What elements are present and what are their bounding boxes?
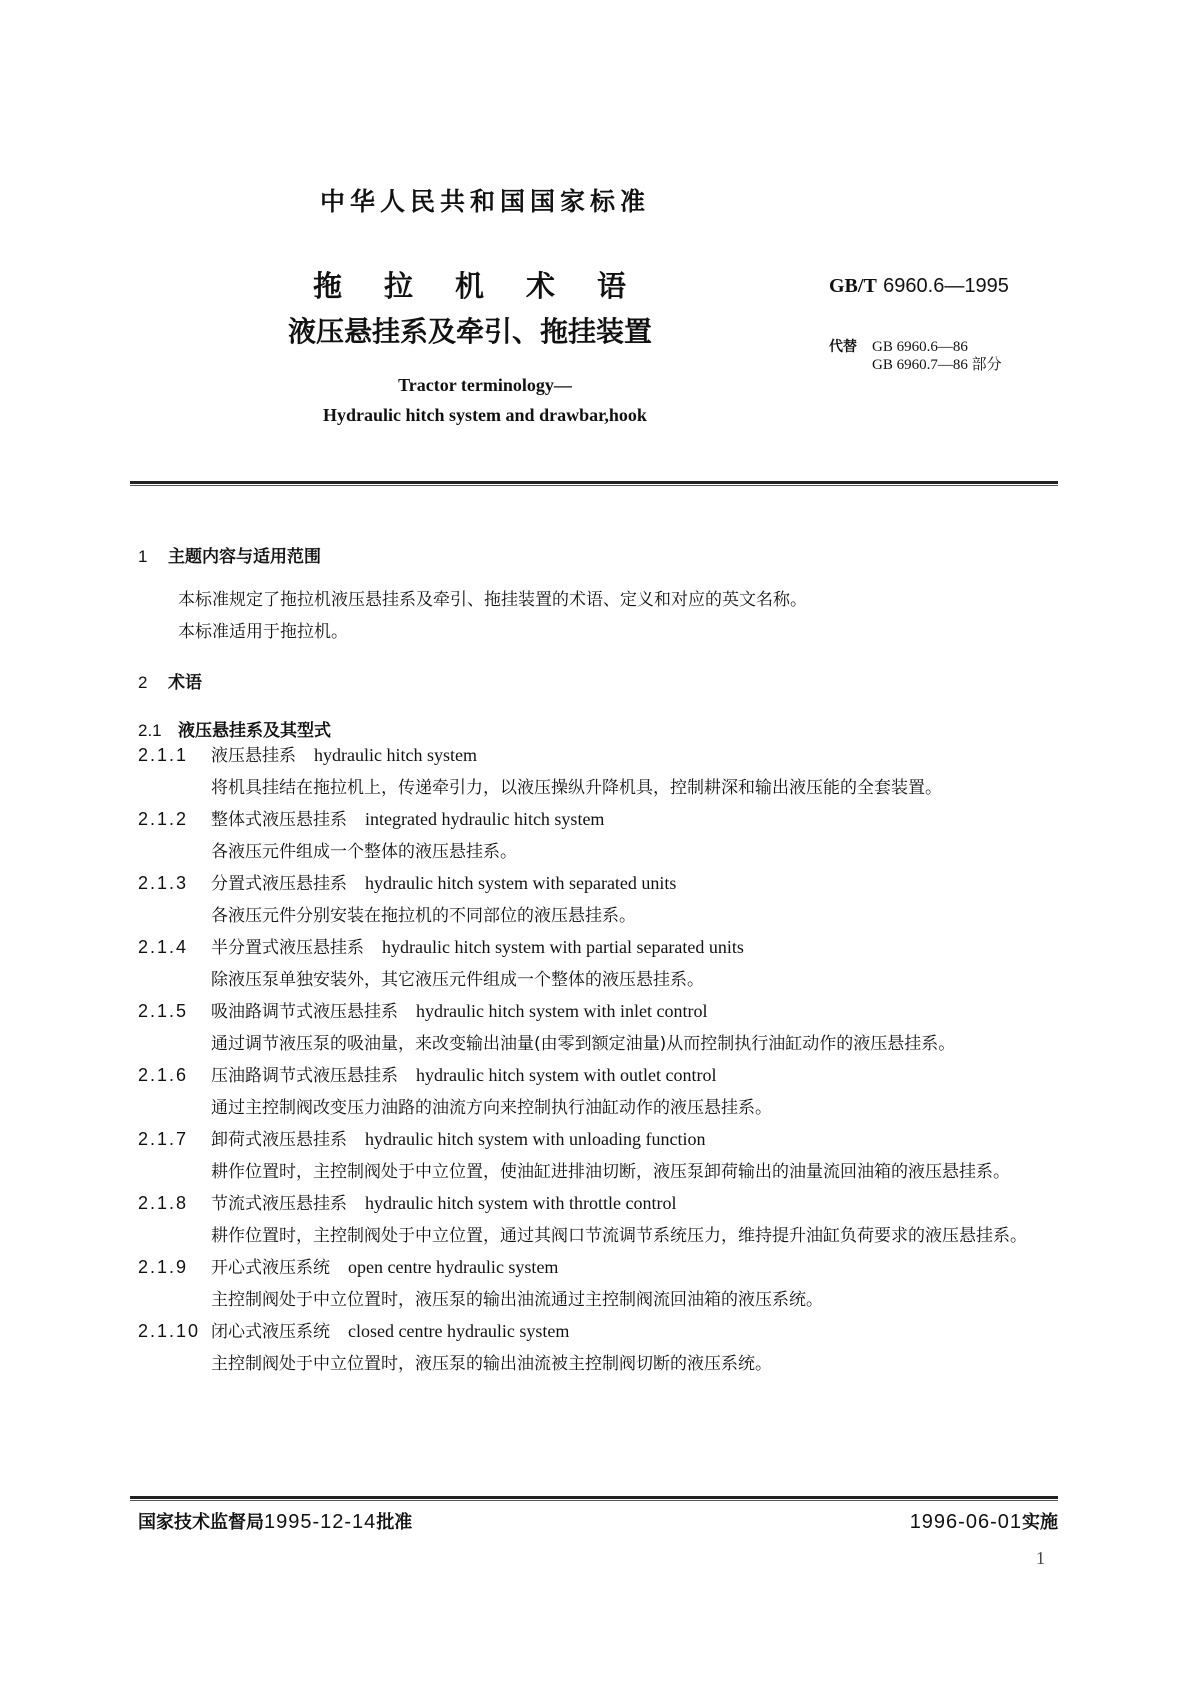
term-number: 2.1.5: [138, 1001, 189, 1021]
term-english: integrated hydraulic hitch system: [365, 809, 605, 829]
term-number: 2.1.3: [138, 873, 189, 893]
term-definition: 各液压元件组成一个整体的液压悬挂系。: [211, 841, 517, 862]
effective-info: [910, 1508, 1058, 1534]
term-heading: [138, 996, 1058, 1029]
term-entry: [138, 996, 1058, 1060]
term-entry: [138, 1060, 1058, 1124]
term-heading: [138, 1316, 1058, 1349]
approval-date: 1995-12-14: [264, 1511, 377, 1533]
page-number: 1: [1036, 1548, 1045, 1568]
term-definition: 耕作位置时，主控制阀处于中立位置，使油缸进排油切断，液压泵卸荷输出的油量流回油箱的液压悬挂系。: [211, 1161, 1010, 1182]
term-english: hydraulic hitch system with outlet control: [416, 1065, 717, 1085]
approval-info: [138, 1508, 412, 1534]
term-definition: 各液压元件分别安装在拖拉机的不同部位的液压悬挂系。: [211, 905, 636, 926]
term-number: 2.1.7: [138, 1129, 189, 1149]
standard-code: [829, 273, 1009, 298]
section-number: 2.1: [138, 721, 162, 740]
term-definition: 通过调节液压泵的吸油量，来改变输出油量(由零到额定油量)从而控制执行油缸动作的液压悬挂系。: [211, 1033, 956, 1054]
term-chinese: 吸油路调节式液压悬挂系: [211, 1002, 398, 1022]
term-entry: [138, 740, 1058, 804]
term-definition: 耕作位置时，主控制阀处于中立位置，通过其阀口节流调节系统压力，维持提升油缸负荷要求的液压悬挂系。: [211, 1225, 1027, 1246]
term-entry: [138, 868, 1058, 932]
replaced-standards: [872, 338, 1002, 374]
section-number: 2: [138, 673, 148, 692]
term-entries: [138, 740, 1058, 1380]
term-entry: [138, 1252, 1058, 1316]
replaced-standard: GB 6960.7—86 部分: [872, 357, 1002, 373]
term-number: 2.1.10: [138, 1321, 201, 1341]
term-entry: [138, 1188, 1058, 1252]
code-number: 6960.6—1995: [883, 275, 1009, 297]
term-english: open centre hydraulic system: [348, 1257, 559, 1277]
code-prefix: GB/T: [829, 275, 877, 297]
term-english: hydraulic hitch system with throttle control: [365, 1193, 677, 1213]
term-chinese: 开心式液压系统: [211, 1258, 330, 1278]
english-title-line1: Tractor terminology—: [398, 375, 572, 395]
paragraph: 本标准规定了拖拉机液压悬挂系及牵引、拖挂装置的术语、定义和对应的英文名称。: [178, 590, 807, 610]
term-chinese: 整体式液压悬挂系: [211, 810, 347, 830]
term-english: hydraulic hitch system with unloading function: [365, 1129, 706, 1149]
term-entry: [138, 1316, 1058, 1380]
effective-label: 实施: [1022, 1512, 1058, 1533]
term-heading: [138, 868, 1058, 901]
english-title-line2: Hydraulic hitch system and drawbar,hook: [323, 405, 647, 425]
effective-date: 1996-06-01: [909, 1511, 1022, 1533]
term-chinese: 液压悬挂系: [211, 746, 296, 766]
term-entry: [138, 1124, 1058, 1188]
term-heading: [138, 1188, 1058, 1221]
term-entry: [138, 932, 1058, 996]
term-chinese: 闭心式液压系统: [211, 1322, 330, 1342]
term-english: hydraulic hitch system with separated units: [365, 873, 677, 893]
national-standard-heading: 中华人民共和国国家标准: [319, 187, 650, 216]
section-1-body: [178, 585, 807, 648]
section-title: 术语: [168, 673, 202, 693]
term-english: closed centre hydraulic system: [348, 1321, 570, 1341]
term-definition: 将机具挂结在拖拉机上，传递牵引力，以液压操纵升降机具，控制耕深和输出液压能的全套装置。: [211, 777, 942, 798]
term-number: 2.1.2: [138, 809, 189, 829]
term-heading: [138, 932, 1058, 965]
term-english: hydraulic hitch system: [314, 745, 477, 765]
replaced-standard: GB 6960.6—86: [872, 339, 968, 355]
term-number: 2.1.8: [138, 1193, 189, 1213]
term-number: 2.1.9: [138, 1257, 189, 1277]
term-heading: [138, 804, 1058, 837]
term-chinese: 半分置式液压悬挂系: [211, 938, 364, 958]
term-heading: [138, 1060, 1058, 1093]
document-subtitle: 液压悬挂系及牵引、拖挂装置: [288, 315, 653, 348]
approving-authority: 国家技术监督局: [138, 1512, 264, 1533]
term-heading: [138, 740, 1058, 773]
section-title: 主题内容与适用范围: [168, 547, 321, 567]
term-definition: 通过主控制阀改变压力油路的油流方向来控制执行油缸动作的液压悬挂系。: [211, 1097, 772, 1118]
term-definition: 除液压泵单独安装外，其它液压元件组成一个整体的液压悬挂系。: [211, 969, 704, 990]
section-number: 1: [138, 547, 148, 566]
term-entry: [138, 804, 1058, 868]
paragraph: 本标准适用于拖拉机。: [178, 621, 348, 642]
term-heading: [138, 1252, 1058, 1285]
replaces-label: 代替: [829, 339, 857, 355]
term-chinese: 分置式液压悬挂系: [211, 874, 347, 894]
term-definition: 主控制阀处于中立位置时，液压泵的输出油流通过主控制阀流回油箱的液压系统。: [211, 1289, 823, 1310]
term-definition: 主控制阀处于中立位置时，液压泵的输出油流被主控制阀切断的液压系统。: [211, 1353, 772, 1374]
section-2-heading: [138, 668, 202, 693]
term-number: 2.1.4: [138, 937, 189, 957]
footer-divider: [130, 1496, 1058, 1501]
term-english: hydraulic hitch system with partial separated units: [382, 937, 744, 957]
section-1-heading: [138, 542, 321, 567]
term-number: 2.1.1: [138, 745, 189, 765]
approval-label: 批准: [376, 1512, 413, 1533]
section-title: 液压悬挂系及其型式: [178, 721, 331, 741]
header-divider: [130, 481, 1058, 486]
term-chinese: 节流式液压悬挂系: [211, 1194, 347, 1214]
section-2-1-heading: [138, 716, 331, 741]
term-english: hydraulic hitch system with inlet control: [416, 1001, 708, 1021]
term-chinese: 卸荷式液压悬挂系: [211, 1130, 347, 1150]
document-title: 拖拉机术语: [313, 269, 669, 303]
term-heading: [138, 1124, 1058, 1157]
term-chinese: 压油路调节式液压悬挂系: [211, 1066, 398, 1086]
term-number: 2.1.6: [138, 1065, 189, 1085]
